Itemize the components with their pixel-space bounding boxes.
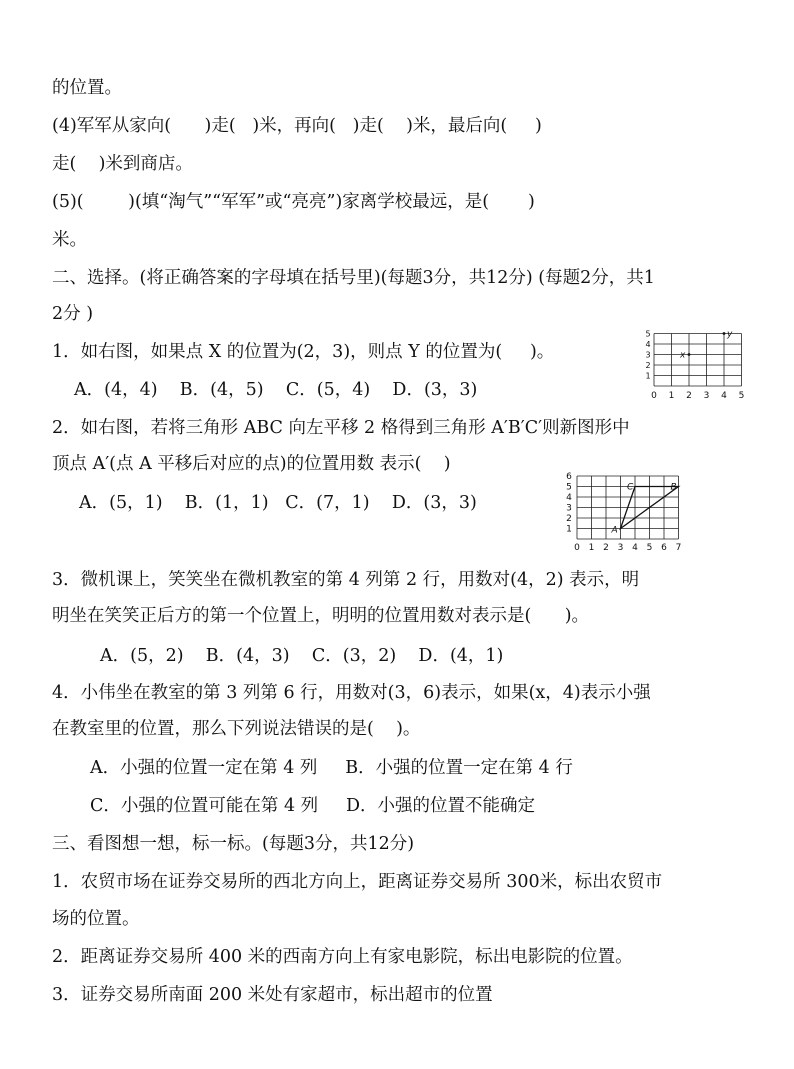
vertex-c-label: C [627,482,634,493]
grid-2-x-tick-label: 5 [646,543,653,553]
grid-2-y-tick-label: 5 [566,482,572,493]
text-line: 顶点 A′(点 A 平移后对应的点)的位置用数 表示( ) [52,454,451,474]
section-3-heading: 三、看图想一想，标一标。(每题3分，共12分) [52,834,415,854]
vertex-a-label: A [611,525,618,536]
grid-1-y-tick-label: 4 [645,340,651,349]
grid-2-x-tick-label: 4 [632,543,638,553]
grid-2-x-tick-label: 7 [675,543,682,553]
text-line: 明坐在笑笑正后方的第一个位置上，明明的位置用数对表示是( )。 [52,606,590,626]
vertex-b-label: B [670,482,677,493]
grid-1-x-tick-label: 2 [686,391,692,401]
text-line: 场的位置。 [52,909,140,929]
grid-2-x-tick-label: 1 [588,543,595,553]
grid-1-y-tick-label: 5 [645,329,651,339]
text-line: 走( )米到商店。 [52,154,193,174]
grid-2-y-tick-label: 2 [566,514,572,524]
grid-1-x-tick-label: 3 [703,391,710,401]
choice-question-3: 3．微机课上，笑笑坐在微机教室的第 4 列第 2 行，用数对(4，2) 表示，明 [52,570,640,590]
point-x-label: x [680,350,686,361]
grid-2-x-tick-label: 3 [617,543,624,553]
map-question-3: 3．证券交易所南面 200 米处有家超市，标出超市的位置 [52,985,493,1005]
choice-2-options: A．(5，1) B．(1，1) C．(7，1) D．(3，3) [79,493,477,513]
point-y-marker [723,332,726,335]
grid-2-x-tick-label: 2 [603,543,609,553]
grid-1-y-tick-label: 3 [645,350,651,360]
point-x-marker [688,353,691,356]
grid-1-svg [644,329,750,401]
grid-1-x-tick-label: 4 [721,391,727,401]
choice-1-options: A．(4，4) B．(4，5) C．(5，4) D．(3，3) [74,380,478,400]
grid-2-y-tick-label: 4 [566,493,572,503]
choice-question-1: 1．如右图，如果点 X 的位置为(2，3)，则点 Y 的位置为( )。 [52,342,555,362]
coordinate-grid-figure-2 [564,471,682,553]
choice-4-options-row-1: A．小强的位置一定在第 4 列 B．小强的位置一定在第 4 行 [90,758,573,778]
map-question-1: 1．农贸市场在证券交易所的西北方向上，距离证券交易所 300米，标出农贸市 [52,872,663,892]
grid-1-y-tick-label: 1 [645,371,651,381]
coordinate-grid-figure-1 [644,329,750,401]
question-5-line: (5)( )(填“淘气”“军军”或“亮亮”)家离学校最远，是( ) [52,192,535,212]
choice-question-4: 4．小伟坐在教室的第 3 列第 6 行，用数对(3，6)表示，如果(x，4)表示小强 [52,683,651,703]
text-line: 的位置。 [52,78,122,98]
grid-2-y-tick-label: 6 [566,472,572,482]
grid-1-y-tick-label: 2 [645,361,651,370]
grid-2-x-tick-label: 0 [574,543,580,553]
text-line: 2分 ) [52,304,94,324]
grid-2-x-tick-label: 6 [661,543,667,553]
question-4-line: (4)军军从家向( )走( )米，再向( )走( )米，最后向( ) [52,116,542,136]
grid-2-y-tick-label: 1 [566,524,572,535]
grid-1-x-tick-label: 5 [738,391,745,401]
choice-4-options-row-2: C．小强的位置可能在第 4 列 D．小强的位置不能确定 [90,796,535,816]
grid-1-x-tick-label: 0 [651,391,657,401]
grid-1-x-tick-label: 1 [668,391,675,401]
point-y-label: y [727,329,733,340]
choice-3-options: A．(5，2) B．(4，3) C．(3，2) D．(4，1) [100,646,504,666]
map-question-2: 2．距离证券交易所 400 米的西南方向上有家电影院，标出电影院的位置。 [52,947,633,967]
section-2-heading: 二、选择。(将正确答案的字母填在括号里)(每题3分，共12分) (每题2分，共1 [52,268,655,288]
text-line: 在教室里的位置，那么下列说法错误的是( )。 [52,719,421,739]
grid-2-svg [564,471,682,553]
grid-2-y-tick-label: 3 [566,503,572,514]
choice-question-2: 2．如右图，若将三角形 ABC 向左平移 2 格得到三角形 A′B′C′则新图形中 [52,418,630,438]
text-line: 米。 [52,230,87,250]
